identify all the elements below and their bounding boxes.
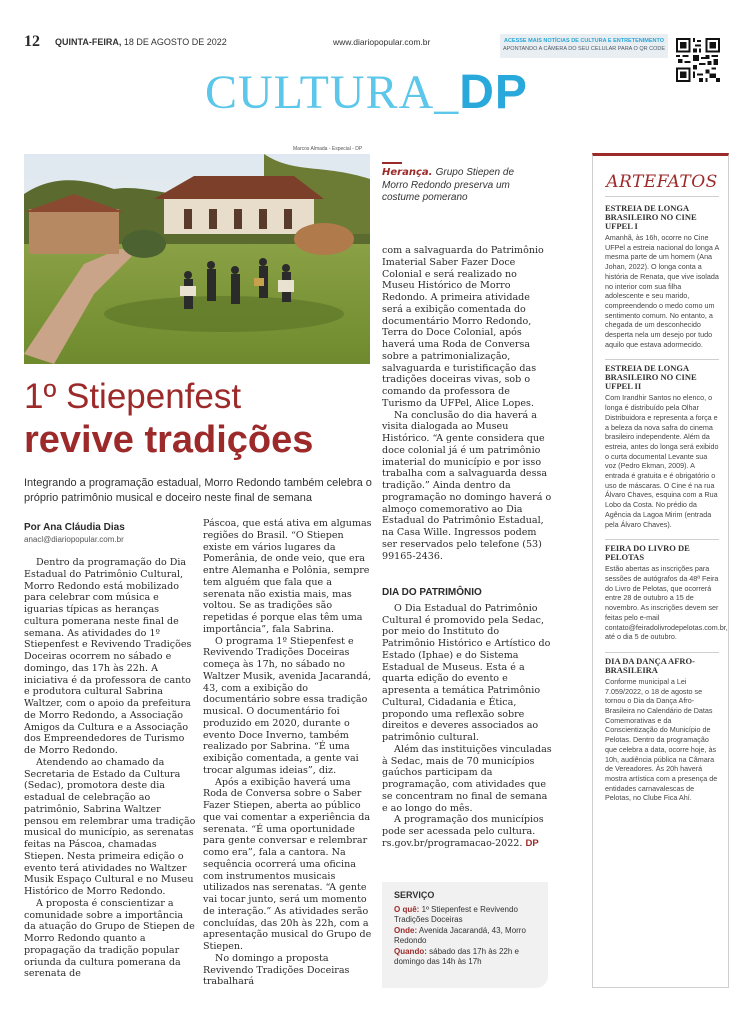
sidebar-item-heading: DIA DA DANÇA AFRO-BRASILEIRA	[605, 655, 695, 675]
site-url[interactable]: www.diariopopular.com.br	[333, 37, 431, 47]
service-where-label: Onde:	[394, 925, 418, 935]
service-box	[382, 882, 548, 988]
service-what-value: 1º Stiepenfest e Revivendo Tradições Doceiras	[394, 904, 518, 924]
paragraph: Dentro da programação do Dia Estadual do Patrimônio Cultural, Morro Redondo está mobilizado para celebrar com música e iguarias típicas as heranças cultura pomerana neste final de semana. As atividades do 1º Stiepenfest e Revivendo Tradições Doceiras ocorrem no sábado e domingo, das 17h às 22h. A iniciativa é da professora de canto e produtora cultural Sabrina Waltzer, com o apoio da prefeitura de Morro Redondo, a Associação Amigos da Cultura e a Associação dos Empreendedores de Turismo de Morro Redondo.	[24, 557, 192, 756]
dateline	[55, 37, 227, 47]
service-where	[394, 926, 536, 947]
article-column-2	[203, 518, 375, 988]
article-column-1	[24, 557, 196, 980]
service-when-value: sábado das 17h às 22h e domingo das 14h às 17h	[394, 946, 519, 966]
author-email[interactable]: anacl@diariopopular.com.br	[24, 535, 124, 544]
divider	[605, 652, 719, 653]
brand-word: CULTURA_	[205, 66, 460, 119]
caption-label: Herança.	[382, 167, 433, 178]
sidebar-item-text: Conforme municipal a Lei 7.059/2022, o 18 de agosto se tornou o Dia da Dança Afro-Brasileira no Calendário de Datas Comemorativas e da Conscientização do Município de Pelotas. Dentro da programação que celebra a data, ocorre hoje, às 10h, audiência pública na Câmara de Vereadores. Às 20h haverá mostra artística com a presença de entidades carnavalescas de Pelotas, no Clube Fica Ahí.	[605, 676, 718, 803]
byline: Por Ana Cláudia Dias	[24, 522, 125, 533]
service-what-label: O quê:	[394, 904, 420, 914]
caption-text: Grupo Stiepen de Morro Redondo preserva um costume pomerano	[382, 167, 515, 203]
promo-line-1: ACESSE MAIS NOTÍCIAS DE CULTURA E ENTRETENIMENTO	[503, 38, 665, 44]
weekday: QUINTA-FEIRA,	[55, 37, 122, 47]
headline-line-2: revive tradições	[24, 419, 314, 461]
service-where-value: Avenida Jacarandá, 43, Morro Redondo	[394, 925, 526, 945]
divider	[605, 359, 719, 360]
divider	[605, 539, 719, 540]
paragraph: Páscoa, que está ativa em algumas regiões do Brasil. “O Stiepen existe em vários lugares da Pomerânia, de onde veio, que era entre Alemanha e Polônia, sempre tem alguém que fala que a serenata não existia mais, mas voltou. Se as tradições são repetidas é porque elas têm uma importância”, fala Sabrina.	[203, 518, 372, 635]
promo-line-2: APONTANDO A CÂMERA DO SEU CELULAR PARA O QR CODE	[502, 46, 666, 52]
paragraph-text: A programação dos municípios pode ser acessada pelo cultura. rs.gov.br/programacao-2022.	[382, 814, 544, 849]
article-column-3-section	[382, 587, 552, 850]
sidebar-item-heading: FEIRA DO LIVRO DE PELOTAS	[605, 543, 690, 563]
paragraph: O Dia Estadual do Patrimônio Cultural é promovido pela Sedac, por meio do Instituto do Patrimônio Histórico e Artístico do Estado (Iphae) e do Sistema Estadual de Museus. Esta é a quarta edição do evento e apresenta a temática Patrimônio Cultural, Cidadania e Ética, propondo uma reflexão sobre direitos e deveres associados ao patrimônio cultural.	[382, 602, 551, 743]
sidebar-item-text: Estão abertas as inscrições para sessões de autógrafos da 48ª Feira do Livro de Pelotas, que ocorrerá entre 28 de outubro a 15 de novembro. As inscrições devem ser feitas pelo e-mail contato@feiradolivrodepelotas.com.br, até o dia 5 de outubro.	[605, 564, 728, 642]
sidebar-item-text: Amanhã, às 16h, ocorre no Cine UFPel a estreia nacional do longa A mesma parte de um homem (Ana Johan, 2022). O longa conta a história de Renata, que vive isolada no interior com sua filha adolescente e seu marido, compreendendo o medo como um sentimento comum. No entanto, a chegada de um desconhecido desperta nela um desejo por tudo aquilo que estava adormecido.	[605, 233, 719, 349]
sidebar-item-heading: ESTREIA DE LONGA BRASILEIRO NO CINE UFPEL II	[605, 363, 697, 392]
sidebar-item	[605, 543, 728, 642]
qr-code-icon[interactable]	[676, 38, 720, 82]
paragraph: Na conclusão do dia haverá a visita dialogada ao Museu Histórico. “A gente considera que doce colonial já é um patrimônio imaterial do município e por isso trabalha com a salvaguarda dessa tradição.” Ainda dentro da programação no domingo haverá o almoço comemorativo ao Dia Estadual do Patrimônio Estadual, na Casa Wille. Ingressos podem ser reservados pelo telefone (53) 99165-2436.	[382, 409, 552, 562]
sidebar-item-text: Com Irandhir Santos no elenco, o longa é distribuído pela Olhar Distribuidora e representa a força e a beleza da nova safra do cinema brasileiro independente. Além da estreia, antes do longa será exibido o curta documental Levante sua voz (Pedro Ekman, 2009). A entrada é gratuita e é obrigatório o uso de máscaras. O Cine é na rua Álvaro Chaves, esquina com a Rua Lobo da Costa. No prédio da Agência da Lagoa Mirim (entrada pela Álvaro Chaves).	[605, 393, 719, 529]
paragraph: Após a exibição haverá uma Roda de Conversa sobre o Saber Fazer Stiepen, aberta ao público que vai comentar a experiência da serenata. “É uma oportunidade para gente conversar e relembrar como era”, fala a cantora. Na sequência ocorrerá uma oficina com instrumentos musicais utilizados nas serenatas. “A gente vai tocar junto, será um momento de interação.” As atividades serão concluídas, das 20h às 22h, com a apresentação musical do Grupo de Stiepen.	[203, 776, 372, 952]
paragraph	[382, 814, 552, 849]
subheadline: Integrando a programação estadual, Morro Redondo também celebra o próprio patrimônio musical e doceiro neste final de semana	[24, 477, 372, 504]
photo-caption	[382, 162, 532, 205]
service-what	[394, 905, 536, 926]
section-brand	[205, 66, 528, 119]
article-photo	[24, 154, 370, 364]
sidebar-item	[605, 657, 719, 803]
sidebar-item	[605, 364, 719, 529]
paragraph: No domingo a proposta Revivendo Tradições Doceiras trabalhará	[203, 952, 350, 988]
sidebar-item	[605, 204, 719, 349]
sidebar-title: ARTEFATOS	[605, 172, 719, 197]
photo-credit: Marcos Almada - Especial - DP	[293, 146, 363, 152]
article-column-3	[382, 245, 552, 562]
service-title: SERVIÇO	[394, 890, 435, 900]
paragraph: Além das instituições vinculadas à Sedac, mais de 70 municípios gaúchos participam da programação, com atividades que se concentram no final de semana e ao longo do mês.	[382, 743, 552, 814]
qr-promo-box	[500, 34, 668, 58]
sidebar-item-heading: ESTREIA DE LONGA BRASILEIRO NO CINE UFPEL I	[605, 203, 697, 231]
issue-date: 18 DE AGOSTO DE 2022	[123, 37, 227, 47]
service-when	[394, 947, 536, 968]
sidebar-artefatos	[592, 153, 729, 988]
brand-suffix: DP	[459, 66, 528, 119]
caption-bar	[382, 162, 402, 164]
paragraph: com a salvaguarda do Patrimônio Imaterial Saber Fazer Doce Colonial e será realizado no Museu Histórico de Morro Redondo. A primeira atividade será a exibição comentada do documentário Morro Redondo, Terra do Doce Colonial, após haverá uma Roda de Conversa sobre a patrimonialização, salvaguarda e turistificação das tradições doceiras vivas, sob o comando da professora de Turismo da UFPel, Alice Lopes.	[382, 245, 544, 409]
paragraph: Atendendo ao chamado da Secretaria de Estado da Cultura (Sedac), promotora deste dia estadual de celebração ao patrimônio, Sabrina Waltzer pensou em relembrar uma tradição musical do município, as serenatas feitas na Páscoa, chamadas Stiepen. Nesta primeira edição o evento terá atividades no Waltzer Musik Espaço Cultural e no Museu Histórico de Morro Redondo.	[24, 756, 196, 897]
end-mark: DP	[525, 837, 539, 849]
paragraph: O programa 1º Stiepenfest e Revivendo Tradições Doceiras começa às 17h, no sábado no Waltzer Musik, avenida Jacarandá, 43, com a exibição do documentário sobre essa tradição musical. O documentário foi produzido em 2020, durante o evento Doce Inverno, também realizado por Sabrina. “É uma exibição comentada, a gente vai trocar algumas ideias”, diz.	[203, 635, 372, 776]
service-when-label: Quando:	[394, 946, 427, 956]
paragraph: A proposta é conscientizar a comunidade sobre a importância da atuação do Grupo de Stiepen de Morro Redondo quanto a propagação da tradição popular oriunda da cultura pomerana da serenata de	[24, 897, 195, 980]
page-number: 12	[24, 33, 40, 50]
headline-line-1: 1º Stiepenfest	[24, 377, 242, 416]
section-title: DIA DO PATRIMÔNIO	[382, 587, 482, 598]
